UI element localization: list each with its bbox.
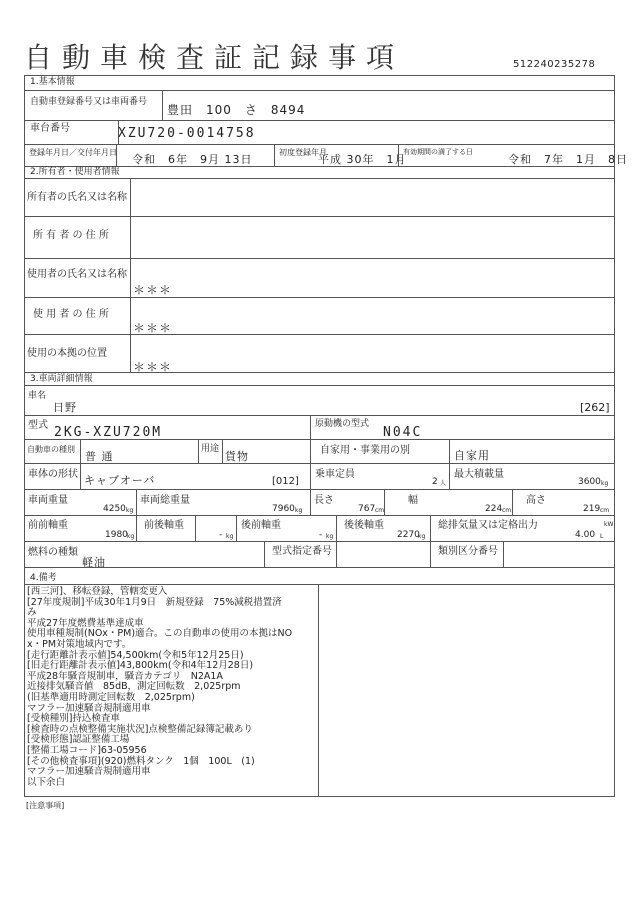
- width-value: 224: [485, 504, 503, 514]
- length-unit: cm: [375, 507, 385, 514]
- remark-line: 使用車種規制(NOx・PM)適合。この自動車の使用の本拠はNO: [27, 628, 293, 640]
- max-load-unit: kg: [601, 480, 609, 487]
- gross-value: 7960: [272, 504, 295, 514]
- displacement-label: 総排気量又は定格出力: [438, 520, 538, 531]
- document-number: 512240235278: [513, 59, 596, 70]
- expiry-label: 有効期間の満了する日: [403, 148, 473, 156]
- maker-label: 車名: [28, 391, 47, 401]
- caution-label: [注意事項]: [26, 801, 65, 810]
- engine-label: 原動機の型式: [315, 419, 370, 429]
- body-label: 車体の形状: [28, 469, 78, 480]
- first-reg-value: 平成 30年 1月: [318, 153, 407, 166]
- maker-code: [262]: [580, 401, 610, 414]
- fuel-label: 燃料の種類: [28, 547, 78, 558]
- kind-label: 自動車の種別: [27, 445, 75, 454]
- gross-unit: kg: [295, 507, 303, 514]
- front-front-axle-value: 1980: [105, 530, 128, 540]
- base-location-value: ＊＊＊: [133, 360, 173, 374]
- kind-value: 普 通: [85, 450, 114, 463]
- rear-front-axle-value: -: [319, 530, 323, 540]
- type-designation-label: 型式指定番号: [272, 546, 332, 557]
- max-load-value: 3600: [578, 477, 601, 487]
- model-label: 型式: [28, 420, 48, 431]
- section-1-heading: 1.基本情報: [30, 77, 75, 87]
- remark-line: [受検種別]持込検査車: [27, 713, 120, 725]
- first-reg-label: 初度登録年月: [279, 148, 327, 157]
- remark-line: 平成28年騒音規制車，騒音カテゴリ N2A1A: [27, 670, 223, 682]
- remark-line: x・PM対策地域内です。: [27, 639, 132, 650]
- issue-date-value: 令和 6年 9月 13日: [132, 153, 253, 166]
- gross-label: 車両総重量: [140, 495, 190, 506]
- weight-label: 車両重量: [28, 495, 68, 506]
- issue-date-label: 登録年月日／交付年月日: [29, 148, 117, 157]
- remark-line: [西三河]、移転登録，管轄変更入: [27, 586, 168, 597]
- weight-unit: kg: [126, 507, 134, 514]
- rear-rear-axle-value: 2270: [397, 530, 420, 540]
- remark-line: [旧走行距離計表示値]43,800km(令和4年12月28日): [27, 660, 254, 672]
- displacement-unit-kw: kW: [604, 521, 614, 528]
- section-4-heading: 4.備考: [30, 573, 57, 583]
- rear-front-axle-label: 後前軸重: [241, 520, 281, 531]
- reg-no-label: 自動車登録番号又は車両番号: [30, 97, 148, 107]
- remark-line: [その他検査事項](920)燃料タンク 1個 100L (1): [27, 755, 255, 767]
- width-label: 幅: [408, 495, 418, 506]
- height-unit: cm: [600, 507, 610, 514]
- displacement-unit: L: [600, 533, 604, 540]
- front-rear-axle-value: -: [219, 530, 223, 540]
- remark-line: 近接排気騒音値 85dB，測定回転数 2,025rpm: [27, 681, 241, 693]
- width-unit: cm: [502, 507, 512, 514]
- rear-front-axle-unit: kg: [326, 533, 334, 540]
- body-value: キャブオーバ: [84, 474, 156, 487]
- model-value: 2KG-XZU720M: [54, 425, 163, 440]
- private-label: 自家用・事業用の別: [320, 445, 410, 456]
- displacement-value: 4.00: [575, 530, 596, 540]
- remark-line: [受検形態]認証整備工場: [27, 734, 130, 746]
- length-label: 長さ: [314, 495, 334, 506]
- weight-value: 4250: [103, 504, 126, 514]
- category-label: 類別区分番号: [438, 546, 498, 557]
- expiry-value: 令和 7年 1月 8日: [508, 153, 628, 166]
- remark-line: (旧基準適用時測定回転数 2,025rpm): [27, 692, 195, 703]
- height-label: 高さ: [526, 495, 546, 506]
- section-3-heading: 3.車両詳細情報: [30, 374, 93, 384]
- user-address-value: ＊＊＊: [133, 321, 173, 335]
- document-title: 自動車検査証記録事項: [24, 41, 405, 74]
- remark-line: [検査時の点検整備実施状況]点検整備記録簿記載あり: [27, 723, 253, 735]
- body-code: [012]: [272, 476, 299, 487]
- remark-line: 平成27年度燃費基準達成車: [27, 617, 144, 629]
- capacity-label: 乗車定員: [315, 469, 355, 480]
- use-value: 貨物: [225, 450, 249, 463]
- capacity-value: 2: [432, 477, 438, 487]
- length-value: 767: [358, 504, 376, 514]
- remark-line: マフラー加速騒音規制適用車: [27, 702, 151, 714]
- rear-rear-axle-unit: kg: [418, 533, 426, 540]
- engine-value: N04C: [383, 425, 423, 440]
- chassis-value: XZU720-0014758: [118, 126, 256, 141]
- remark-line: [走行距離計表示値]54,500km(令和5年12月25日): [27, 649, 244, 661]
- maker-value: 日野: [53, 401, 77, 414]
- remark-line: マフラー加速騒音規制適用車: [27, 766, 151, 778]
- remark-line: [27年度規制]平成30年1月9日 新規登録 75%減税措置済: [27, 596, 282, 608]
- front-front-axle-unit: kg: [127, 533, 135, 540]
- owner-name-label: 所有者の氏名又は名称: [27, 192, 127, 203]
- base-location-label: 使用の本拠の位置: [27, 348, 107, 359]
- remark-line: み: [27, 607, 37, 619]
- section-2-heading: 2.所有者・使用者情報: [30, 167, 120, 177]
- user-name-label: 使用者の氏名又は名称: [27, 269, 127, 280]
- user-address-label: 使 用 者 の 住 所: [33, 309, 109, 320]
- height-value: 219: [583, 504, 601, 514]
- front-rear-axle-unit: kg: [226, 533, 234, 540]
- front-front-axle-label: 前前軸重: [28, 520, 68, 531]
- user-name-value: ＊＊＊: [133, 283, 173, 297]
- chassis-label: 車台番号: [30, 123, 70, 134]
- remark-line: [整備工場コード]63-05956: [27, 745, 147, 756]
- rear-rear-axle-label: 後後軸重: [344, 520, 384, 531]
- reg-no-value: 豊田 100 さ 8494: [167, 103, 306, 117]
- fuel-value: 軽油: [82, 556, 106, 569]
- remark-line: 以下余白: [27, 776, 66, 788]
- owner-address-label: 所 有 者 の 住 所: [33, 230, 109, 241]
- front-rear-axle-label: 前後軸重: [144, 520, 184, 531]
- max-load-label: 最大積載量: [454, 469, 504, 480]
- capacity-unit: 人: [440, 480, 447, 487]
- use-label: 用途: [201, 444, 220, 454]
- private-value: 自家用: [454, 449, 490, 462]
